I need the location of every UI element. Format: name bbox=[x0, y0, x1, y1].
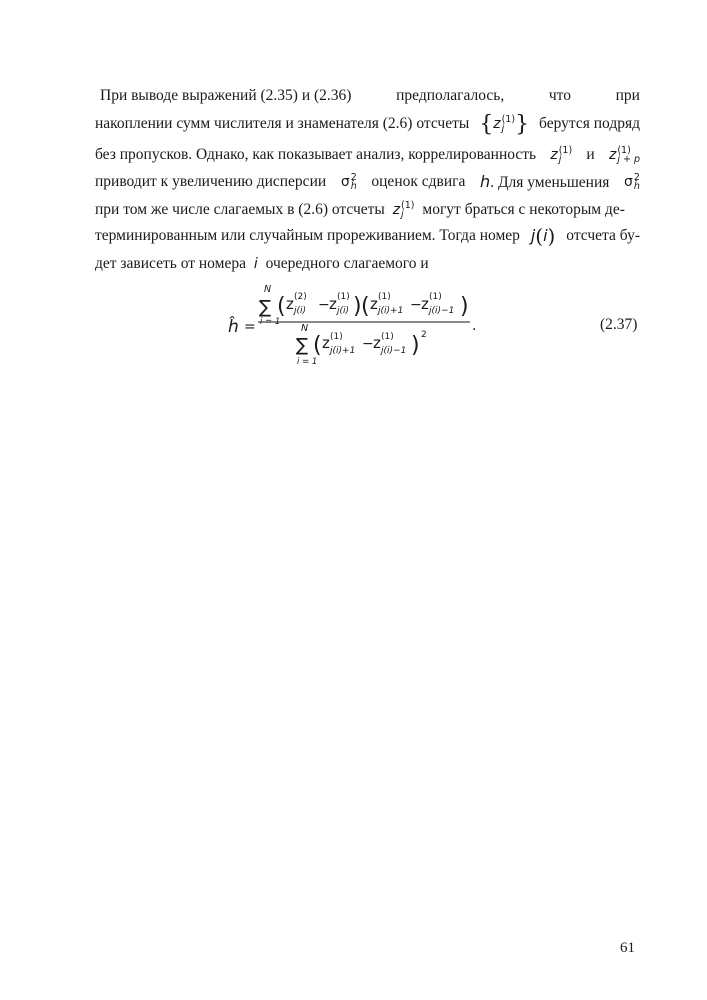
paren-close: ) bbox=[460, 294, 469, 319]
sum-lower-limit: i = 1 bbox=[297, 357, 318, 367]
sum-upper-limit: N bbox=[264, 284, 272, 295]
math-sigma-h: σ 2 ĥ bbox=[340, 172, 357, 193]
math-i: i bbox=[253, 256, 258, 272]
paragraph-line-6 bbox=[95, 226, 640, 247]
sum-upper-limit: N bbox=[301, 323, 309, 334]
svg-text:−: − bbox=[410, 297, 422, 313]
text-segment: терминированным или случайным прореживанием. Тогда номер bbox=[95, 227, 520, 244]
paren-open: ( bbox=[361, 294, 370, 319]
svg-text:j(i)−1: j(i)−1 bbox=[429, 306, 455, 316]
sum-lower-limit: i = 1 bbox=[260, 317, 281, 327]
equals-sign: = bbox=[244, 319, 256, 335]
paren-close: ) bbox=[411, 333, 420, 358]
svg-text:z: z bbox=[421, 295, 429, 313]
math-zjp: z (1) j + p bbox=[608, 145, 640, 166]
paragraph-line-5 bbox=[95, 200, 640, 220]
svg-text:z: z bbox=[373, 334, 381, 352]
svg-text:(1): (1) bbox=[337, 292, 350, 302]
math-zj-2: z (1) j bbox=[392, 200, 415, 221]
equation-number: (2.37) bbox=[600, 316, 638, 333]
formula-2-37 bbox=[225, 280, 645, 370]
svg-text:−: − bbox=[362, 336, 374, 352]
text-segment: очередного слагаемого и bbox=[265, 255, 429, 272]
text-segment: и bbox=[586, 146, 595, 163]
svg-text:j(i)+1: j(i)+1 bbox=[330, 346, 356, 356]
svg-text:(1): (1) bbox=[381, 332, 394, 342]
math-h: h. Для уменьшения bbox=[480, 172, 610, 191]
math-set-zj: {z (1) j } bbox=[479, 112, 530, 137]
text-segment: дет зависеть от номера bbox=[95, 255, 246, 272]
z-var: z bbox=[286, 295, 294, 313]
svg-text:j(i): j(i) bbox=[337, 306, 350, 316]
svg-text:(1): (1) bbox=[429, 292, 442, 302]
paragraph-line-2 bbox=[95, 114, 640, 135]
svg-text:z: z bbox=[370, 295, 378, 313]
text-segment: накоплении сумм числителя и знаменателя (2.6) отсчеты bbox=[95, 115, 470, 132]
sum-symbol: ∑ bbox=[259, 297, 272, 318]
paren-open: ( bbox=[313, 333, 322, 358]
svg-text:j(i): j(i) bbox=[294, 306, 307, 316]
svg-text:.: . bbox=[472, 318, 477, 334]
svg-text:j(i)−1: j(i)−1 bbox=[381, 346, 407, 356]
text-segment: приводит к увеличению дисперсии bbox=[95, 173, 327, 190]
math-zj: z (1) j bbox=[550, 145, 573, 166]
svg-text:z: z bbox=[322, 334, 330, 352]
paragraph-line-1 bbox=[100, 86, 640, 106]
text-segment: при bbox=[615, 87, 640, 104]
svg-text:j(i)+1: j(i)+1 bbox=[378, 306, 404, 316]
text-segment: При выводе выражений (2.35) и (2.36) bbox=[100, 87, 352, 104]
text-segment: предполагалось, bbox=[396, 87, 505, 104]
math-sigma-h-2: σ 2 ĥ bbox=[624, 172, 640, 193]
svg-text:z: z bbox=[329, 295, 337, 313]
svg-text:(1): (1) bbox=[378, 292, 391, 302]
exponent: 2 bbox=[421, 330, 427, 340]
page-number: 61 bbox=[620, 940, 635, 956]
text-segment: без пропусков. Однако, как показывает анализ, коррелированность bbox=[95, 146, 537, 163]
svg-text:−: − bbox=[318, 297, 330, 313]
h-hat: ĥ bbox=[228, 317, 239, 337]
text-segment: могут браться с некоторым де- bbox=[422, 201, 625, 218]
math-j-of-i: j(i) bbox=[530, 224, 556, 248]
text-segment: что bbox=[548, 87, 571, 104]
paragraph-line-7 bbox=[95, 254, 640, 274]
text-segment: берутся подряд bbox=[539, 115, 640, 132]
svg-text:(2): (2) bbox=[294, 292, 307, 302]
text-segment: оценок сдвига bbox=[371, 173, 466, 190]
paragraph-line-3 bbox=[95, 145, 640, 165]
paragraph-line-4 bbox=[95, 172, 640, 193]
paren-open: ( bbox=[277, 294, 286, 319]
sum-symbol: ∑ bbox=[296, 335, 309, 356]
paren-close: ) bbox=[353, 294, 362, 319]
text-segment: отсчета бу- bbox=[566, 227, 640, 244]
text-segment: при том же числе слагаемых в (2.6) отсчеты bbox=[95, 201, 385, 218]
svg-text:(1): (1) bbox=[330, 332, 343, 342]
